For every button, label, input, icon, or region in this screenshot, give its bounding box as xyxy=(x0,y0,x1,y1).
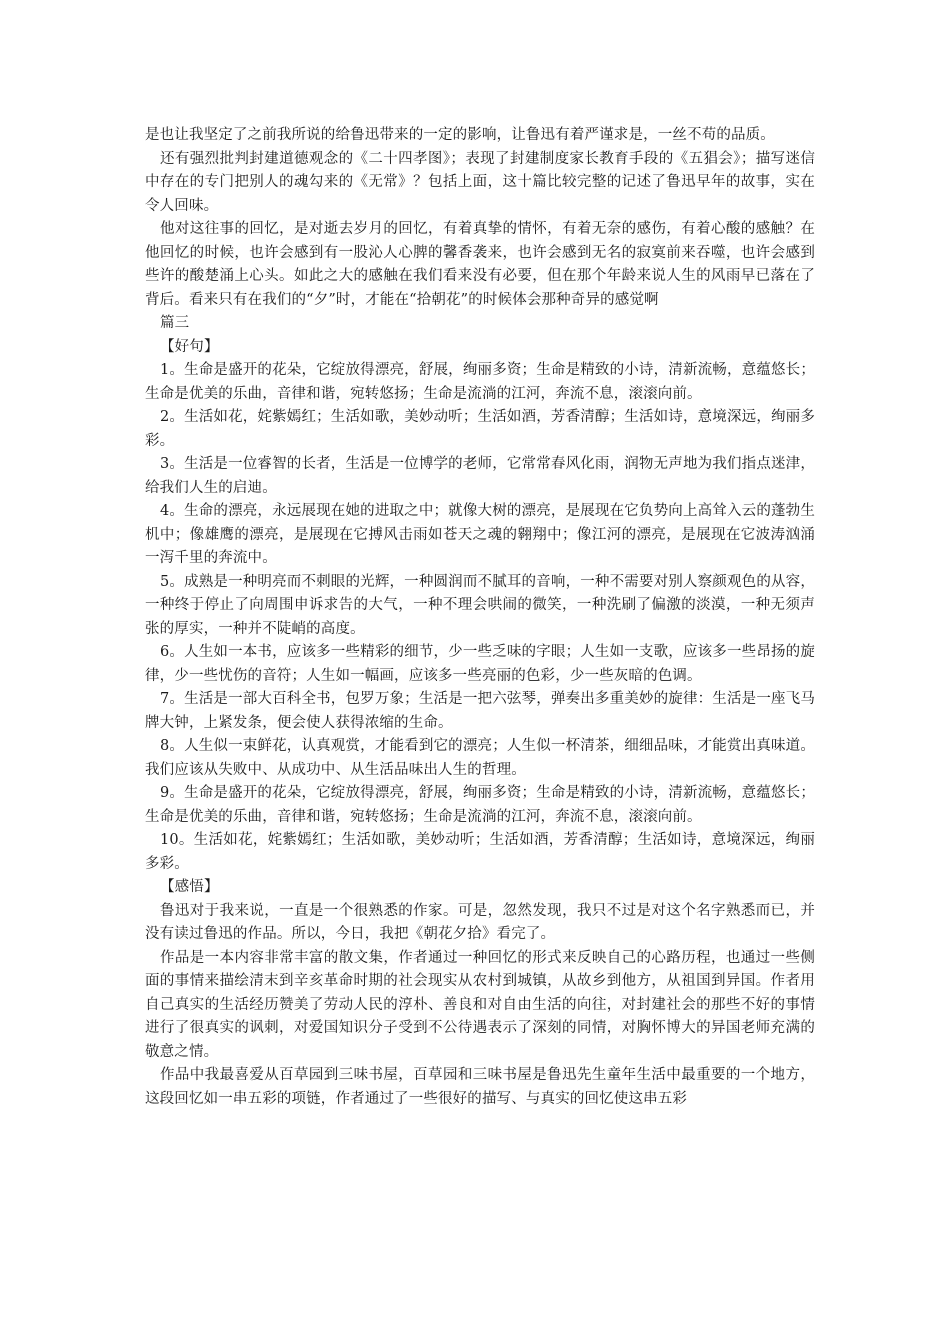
subsection-heading-reflection: 【感悟】 xyxy=(160,879,219,895)
paragraph: 他对这往事的回忆，是对逝去岁月的回忆，有着真挚的情怀，有着无奈的感伤，有着心酸的感触？在他回忆的时候，也许会感到有一股沁人心脾的馨香袭来，也许会感到无名的寂寞前来吞噬，也许会感到些许的酸楚涌上心头。如此之大的感触在我们看来没有必要，但在那个年龄来说人生的风雨早已落在了背后。看来只有在我们的“夕”时，才能在“拾朝花”的时候体会那种奇异的感觉啊 xyxy=(145,221,815,308)
list-item: 8。人生似一束鲜花，认真观赏，才能看到它的漂亮；人生似一杯清茶，细细品味，才能赏出真味道。我们应该从失败中、从成功中、从生活品味出人生的哲理。 xyxy=(145,738,815,778)
list-item: 7。生活是一部大百科全书，包罗万象；生活是一把六弦琴，弹奏出多重美妙的旋律：生活是一座飞马牌大钟，上紧发条，便会使人获得浓缩的生命。 xyxy=(145,691,815,731)
subsection-heading-good-sentences: 【好句】 xyxy=(160,338,219,355)
list-item: 1。生命是盛开的花朵，它绽放得漂亮，舒展，绚丽多资；生命是精致的小诗，清新流畅，意蕴悠长；生命是优美的乐曲，音律和谐，宛转悠扬；生命是流淌的江河，奔流不息，滚滚向前。 xyxy=(145,362,815,402)
list-item: 5。成熟是一种明亮而不刺眼的光辉，一种圆润而不腻耳的音响，一种不需要对别人察颜观色的从容，一种终于停止了向周围申诉求告的大气，一种不理会哄闹的微笑，一种洗刷了偏激的淡漠，一种无须声张的厚实，一种并不陡峭的高度。 xyxy=(145,573,815,637)
paragraph: 鲁迅对于我来说，一直是一个很熟悉的作家。可是，忽然发现，我只不过是对这个名字熟悉而已，并没有读过鲁迅的作品。所以，今日，我把《朝花夕拾》看完了。 xyxy=(145,902,815,942)
list-item: 9。生命是盛开的花朵，它绽放得漂亮，舒展，绚丽多资；生命是精致的小诗，清新流畅，意蕴悠长；生命是优美的乐曲，音律和谐，宛转悠扬；生命是流淌的江河，奔流不息，滚滚向前。 xyxy=(145,785,815,825)
list-item: 10。生活如花，姹紫嫣红；生活如歌，美妙动听；生活如酒，芳香清醇；生活如诗，意境深远，绚丽多彩。 xyxy=(145,832,815,872)
list-item: 2。生活如花，姹紫嫣红；生活如歌，美妙动听；生活如酒，芳香清醇；生活如诗，意境深远，绚丽多彩。 xyxy=(145,409,815,449)
paragraph: 还有强烈批判封建道德观念的《二十四孝图》；表现了封建制度家长教育手段的《五猖会》；描写迷信中存在的专门把别人的魂勾来的《无常》？包括上面，这十篇比较完整的记述了鲁迅早年的故事，实在令人回味。 xyxy=(145,150,815,214)
list-item: 4。生命的漂亮，永远展现在她的进取之中；就像大树的漂亮，是展现在它负势向上高耸入云的蓬勃生机中；像雄鹰的漂亮，是展现在它搏风击雨如苍天之魂的翱翔中；像江河的漂亮，是展现在它波涛汹涌一泻千里的奔流中。 xyxy=(145,503,815,566)
list-item: 6。人生如一本书，应该多一些精彩的细节，少一些乏味的字眼；人生如一支歌，应该多一些昂扬的旋律，少一些忧伤的音符；人生如一幅画，应该多一些亮丽的色彩，少一些灰暗的色调。 xyxy=(145,644,815,684)
list-item: 3。生活是一位睿智的长者，生活是一位博学的老师，它常常春风化雨，润物无声地为我们指点迷津，给我们人生的启迪。 xyxy=(145,456,815,496)
document-body xyxy=(145,124,815,1111)
paragraph: 作品是一本内容非常丰富的散文集，作者通过一种回忆的形式来反映自己的心路历程，也通过一些侧面的事情来描绘清末到辛亥革命时期的社会现实从农村到城镇，从故乡到他方，从祖国到异国。作者用自己真实的生活经历赞美了劳动人民的淳朴、善良和对自由生活的向往，对封建社会的那些不好的事情进行了很真实的讽刺，对爱国知识分子受到不公待遇表示了深刻的同情，对胸怀博大的异国老师充满的敬意之情。 xyxy=(145,949,815,1060)
paragraph: 作品中我最喜爱从百草园到三味书屋，百草园和三味书屋是鲁迅先生童年生活中最重要的一个地方，这段回忆如一串五彩的项链，作者通过了一些很好的描写、与真实的回忆使这串五彩 xyxy=(145,1067,815,1107)
section-heading: 篇三 xyxy=(160,315,190,331)
paragraph: 是也让我坚定了之前我所说的给鲁迅带来的一定的影响，让鲁迅有着严谨求是，一丝不苟的品质。 xyxy=(145,127,775,143)
